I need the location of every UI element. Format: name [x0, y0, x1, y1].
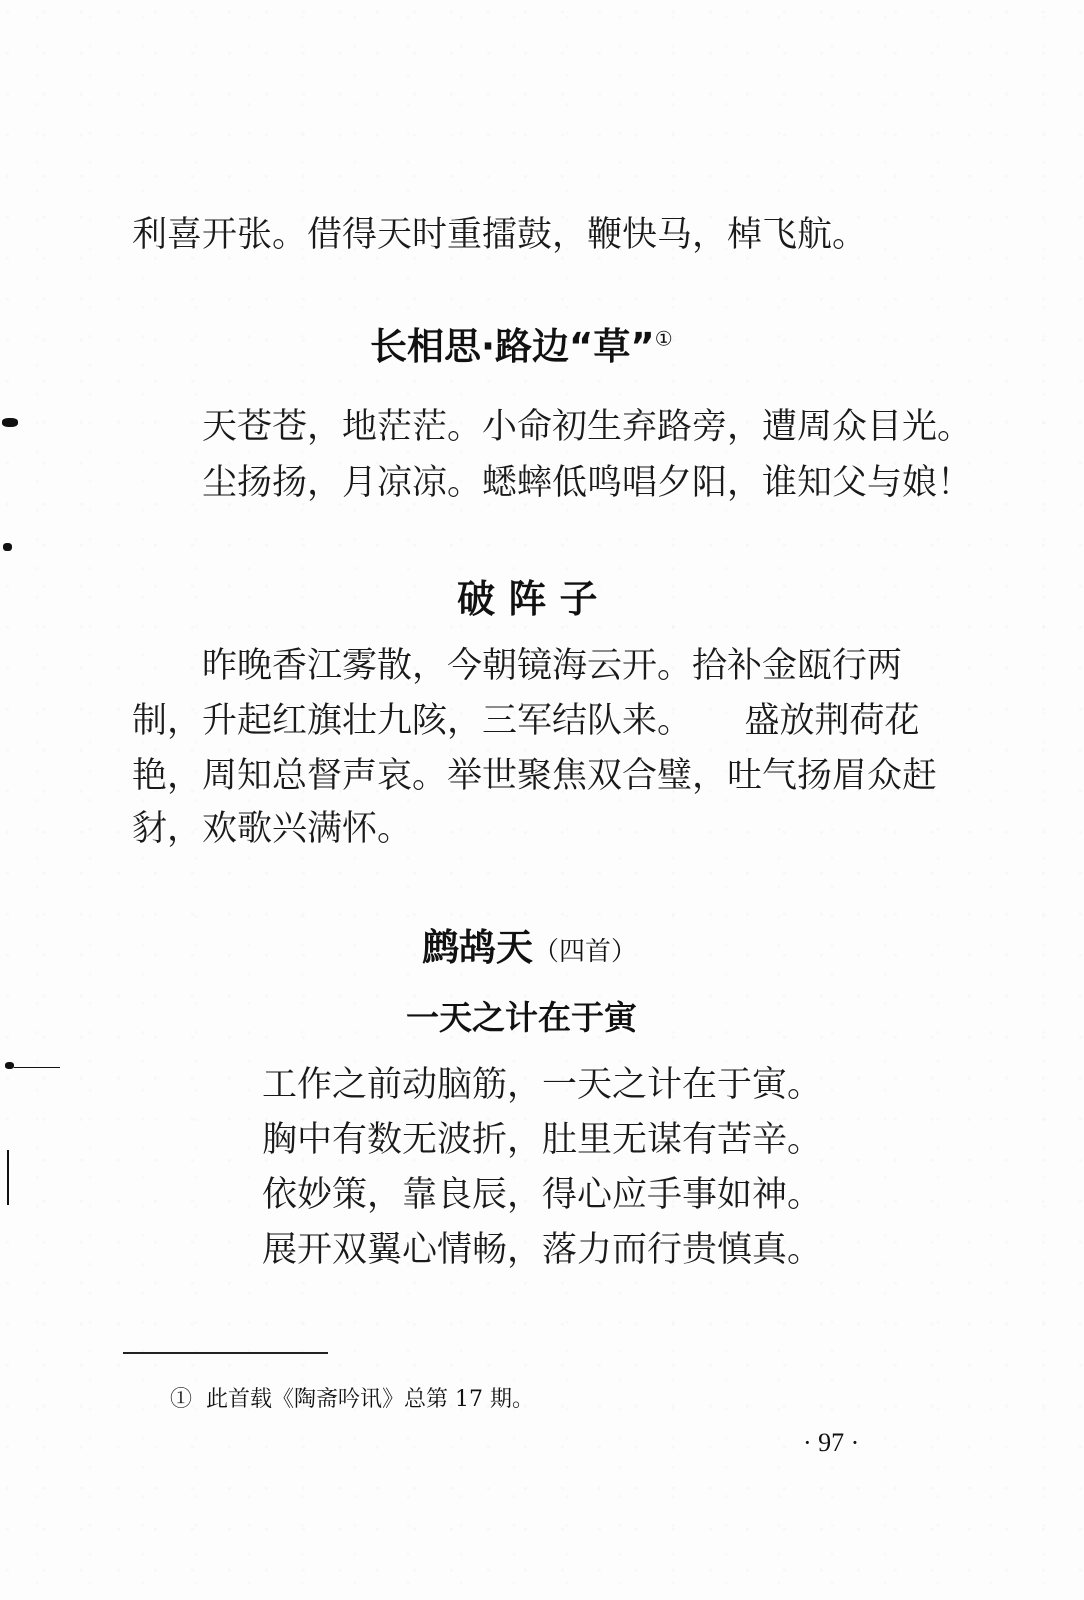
- poem-title: 破 阵 子: [457, 577, 598, 621]
- poem-line: 依妙策，靠良辰，得心应手事如神。: [262, 1175, 823, 1215]
- scan-speck: [7, 1150, 9, 1205]
- poem-line: 工作之前动脑筋，一天之计在于寅。: [262, 1065, 823, 1105]
- scan-speck: [3, 543, 12, 551]
- footnote-text: 此首载《陶斋吟讯》总第 17 期。: [206, 1387, 534, 1412]
- footnote-mark: ①: [170, 1387, 193, 1412]
- poem-title-note: （四首）: [533, 937, 638, 967]
- poem-title-text: 长相思·路边“草”: [370, 325, 655, 368]
- scan-speck: [2, 418, 18, 427]
- scan-speck: [14, 1067, 60, 1068]
- poem-line: 尘扬扬，月凉凉。蟋蟀低鸣唱夕阳，谁知父与娘！: [202, 463, 973, 503]
- poem-subtitle: 一天之计在于寅: [406, 998, 637, 1037]
- poem-line: 胸中有数无波折，肚里无谋有苦辛。: [262, 1120, 823, 1160]
- footnote: [170, 1382, 534, 1413]
- poem-title-text: 鹧鸪天: [422, 926, 533, 969]
- poem-title: [422, 917, 637, 971]
- scan-speck: [5, 1062, 14, 1069]
- text-line: 利喜开张。借得天时重擂鼓，鞭快马，棹飞航。: [132, 215, 868, 255]
- poem-line: 制，升起红旗壮九陔，三军结队来。 盛放荆荷花: [132, 701, 920, 741]
- poem-title: [370, 316, 673, 370]
- poem-line: 昨晚香江雾散，今朝镜海云开。拾补金瓯行两: [202, 646, 903, 686]
- footnote-marker: ①: [654, 326, 673, 351]
- poem-line: 艳，周知总督声哀。举世聚焦双合璧，吐气扬眉众赶: [132, 756, 938, 796]
- footnote-divider: [123, 1352, 328, 1354]
- poem-line: 天苍苍，地茫茫。小命初生弃路旁，遭周众目光。: [202, 407, 973, 447]
- page-number: · 97 ·: [803, 1428, 860, 1457]
- poem-line: 展开双翼心情畅，落力而行贵慎真。: [262, 1230, 823, 1270]
- poem-line: 豺，欢歌兴满怀。: [132, 809, 413, 849]
